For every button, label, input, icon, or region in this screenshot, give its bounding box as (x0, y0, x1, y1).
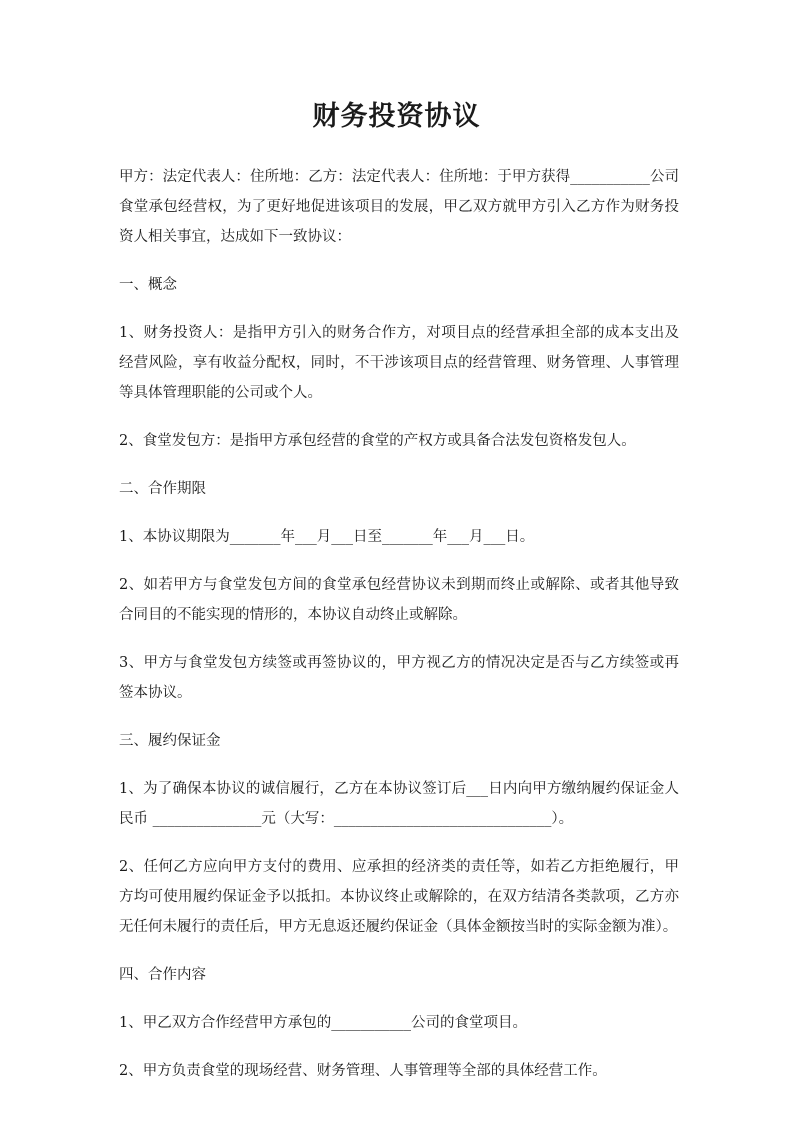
clause-paragraph: 2、如若甲方与食堂发包方间的食堂承包经营协议未到期而终止或解除、或者其他导致合同目的不能实现的情形的，本协议自动终止或解除。 (119, 577, 679, 623)
document-title: 财务投资协议 (312, 101, 481, 132)
clause-paragraph: 2、食堂发包方：是指甲方承包经营的食堂的产权方或具备合法发包资格发包人。 (119, 433, 636, 449)
clause-paragraph: 1、为了确保本协议的诚信履行，乙方在本协议签订后___日内向甲方缴纳履约保证金人民币 _______________元（大写：______________________________）。 (119, 781, 679, 827)
section-heading-content: 四、合作内容 (119, 967, 206, 983)
clause-paragraph: 2、甲方负责食堂的现场经营、财务管理、人事管理等全部的具体经营工作。 (119, 1063, 607, 1079)
clause-paragraph: 1、财务投资人：是指甲方引入的财务合作方，对项目点的经营承担全部的成本支出及经营风险，享有收益分配权，同时，不干涉该项目点的经营管理、财务管理、人事管理等具体管理职能的公司或个人。 (119, 325, 679, 401)
section-heading-deposit: 三、履约保证金 (119, 733, 221, 749)
clause-paragraph: 1、甲乙双方合作经营甲方承包的___________公司的食堂项目。 (119, 1015, 527, 1031)
document-body (119, 162, 679, 1104)
clause-paragraph: 3、甲方与食堂发包方续签或再签协议的，甲方视乙方的情况决定是否与乙方续签或再签本协议。 (119, 655, 679, 701)
section-heading-term: 二、合作期限 (119, 481, 206, 497)
section-heading-concepts: 一、概念 (119, 277, 177, 293)
clause-paragraph: 2、任何乙方应向甲方支付的费用、应承担的经济类的责任等，如若乙方拒绝履行，甲方均可使用履约保证金予以抵扣。本协议终止或解除的，在双方结清各类款项，乙方亦无任何未履行的责任后，甲方无息返还履约保证金（具体金额按当时的实际金额为准）。 (119, 859, 679, 935)
intro-paragraph: 甲方：法定代表人：住所地：乙方：法定代表人：住所地：于甲方获得___________公司食堂承包经营权，为了更好地促进该项目的发展，甲乙双方就甲方引入乙方作为财务投资人相关事宜，达成如下一致协议： (119, 169, 679, 245)
clause-paragraph: 1、本协议期限为_______年___月___日至_______年___月___日。 (119, 529, 535, 545)
